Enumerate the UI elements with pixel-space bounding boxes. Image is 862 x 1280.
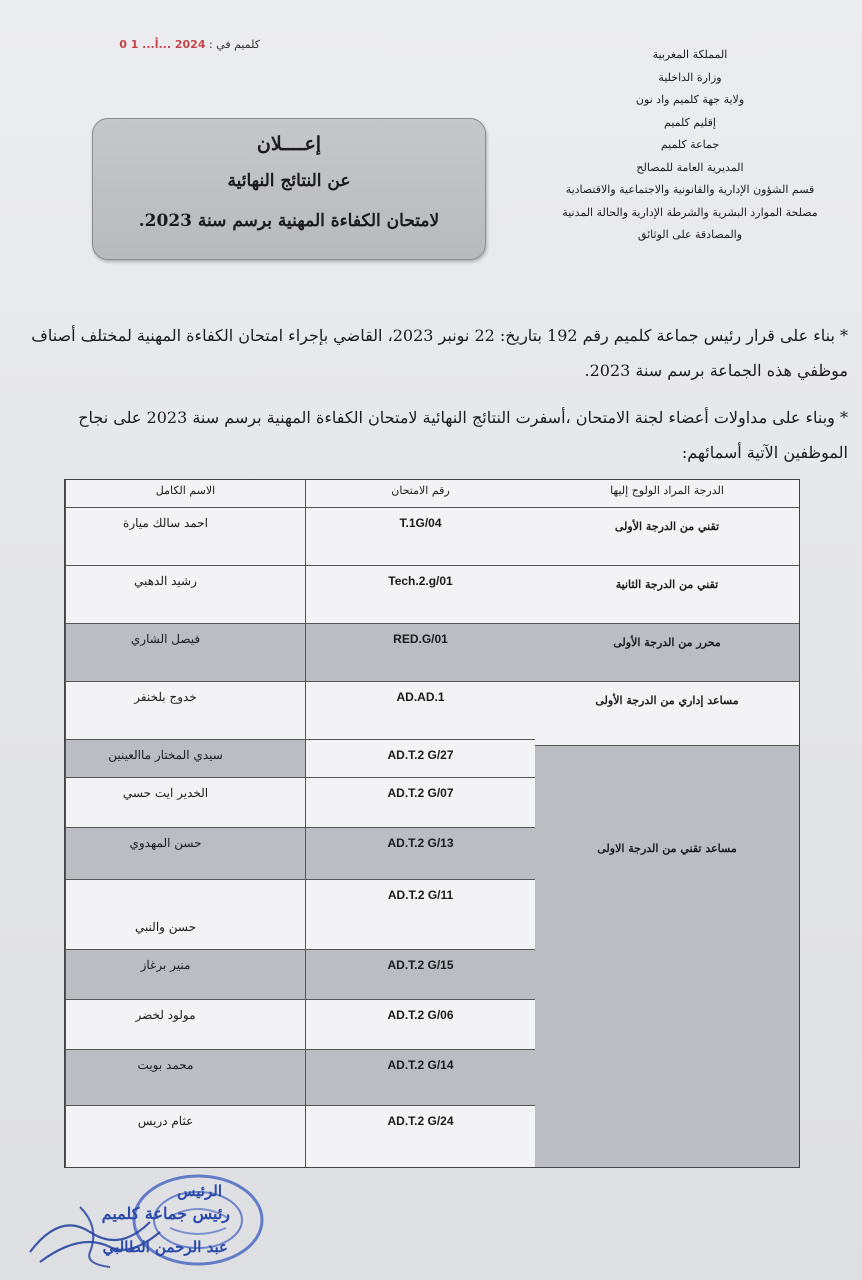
place-date-line bbox=[40, 38, 260, 56]
table-row-exam: Tech.2.g/01 bbox=[305, 566, 535, 624]
table-row-name: منير برغاز bbox=[65, 950, 305, 1000]
merged-grade-cell: مساعد تقني من الدرجة الاولى bbox=[535, 746, 799, 1167]
table-row-name: مولود لخضر bbox=[65, 1000, 305, 1050]
table-row-name: رشيد الدهبي bbox=[65, 566, 305, 624]
table-row-name: احمد سالك ميارة bbox=[65, 508, 305, 566]
table-row-exam: AD.T.2 G/07 bbox=[305, 778, 535, 828]
header-line: ولاية جهة كلميم واد نون bbox=[635, 93, 745, 106]
header-line: قسم الشؤون الإدارية والقانونية والاجتماعية والاقتصادية bbox=[565, 183, 815, 196]
table-row-grade: مساعد إداري من الدرجة الأولى bbox=[535, 682, 799, 746]
header-line: والمصادقة على الوثائق bbox=[637, 228, 743, 241]
table-row-name: حسن والنبي bbox=[65, 880, 305, 950]
table-row-exam: AD.T.2 G/11 bbox=[305, 880, 535, 950]
table-row-name: عثام دريس bbox=[65, 1106, 305, 1167]
header-line: جماعة كلميم bbox=[660, 138, 720, 151]
signature-block bbox=[30, 1180, 230, 1260]
column-header-name: الاسم الكامل bbox=[65, 480, 305, 508]
table-row-exam: AD.AD.1 bbox=[305, 682, 535, 740]
table-row-exam: AD.T.2 G/15 bbox=[305, 950, 535, 1000]
table-row-grade: محرر من الدرجة الأولى bbox=[535, 624, 799, 682]
table-row-exam: AD.T.2 G/13 bbox=[305, 828, 535, 880]
header-line: المملكة المغربية bbox=[652, 48, 728, 61]
table-row-exam: RED.G/01 bbox=[305, 624, 535, 682]
results-table bbox=[64, 479, 800, 1168]
place-label: كلميم في : bbox=[208, 38, 260, 51]
table-row-grade: تقني من الدرجة الأولى bbox=[535, 508, 799, 566]
header-line: المديرية العامة للمصالح bbox=[636, 160, 744, 174]
signature-name: عبد الرحمن الطالبي bbox=[102, 1238, 228, 1256]
column-header-exam: رقم الامتحان bbox=[305, 480, 535, 508]
table-row-name: سيدي المختار ماالعينين bbox=[65, 740, 305, 778]
announcement-subtitle: عن النتائج النهائية bbox=[227, 171, 351, 191]
table-row-exam: T.1G/04 bbox=[305, 508, 535, 566]
date-stamp: 2024 ...أ... 1 0 bbox=[119, 38, 206, 51]
signature-title: الرئيس bbox=[177, 1182, 222, 1200]
announcement-title: إعــــلان bbox=[256, 133, 322, 155]
header-line: وزارة الداخلية bbox=[658, 70, 722, 84]
paragraph-deliberation: * وبناء على مداولات أعضاء لجنة الامتحان ،أسفرت النتائج النهائية لامتحان الكفاءة المهنية برسم سنة 2023 على نجاح الموظفين الآتية أسمائهم: bbox=[78, 408, 848, 462]
table-row-name: خدوج بلخنفر bbox=[65, 682, 305, 740]
table-row-grade: تقني من الدرجة الثانية bbox=[535, 566, 799, 624]
announcement-title-box bbox=[92, 118, 486, 260]
header-line: مصلحة الموارد البشرية والشرطة الإدارية والحالة المدنية bbox=[562, 205, 818, 219]
table-row-exam: AD.T.2 G/24 bbox=[305, 1106, 535, 1167]
table-row-exam: AD.T.2 G/06 bbox=[305, 1000, 535, 1050]
column-header-grade: الدرجة المراد الولوج إليها bbox=[535, 480, 799, 508]
table-row-exam: AD.T.2 G/27 bbox=[305, 740, 535, 778]
table-row-name: فيصل الشاري bbox=[65, 624, 305, 682]
header-line: إقليم كلميم bbox=[664, 115, 716, 129]
announcement-subtitle-2: لامتحان الكفاءة المهنية برسم سنة 2023. bbox=[138, 211, 440, 231]
paragraph-decision: * بناء على قرار رئيس جماعة كلميم رقم 192 بتاريخ: 22 نونبر 2023، القاضي بإجراء امتحان الكفاءة المهنية لمختلف أصناف موظفي هذه الجماعة برسم سنة 2023. bbox=[31, 326, 848, 380]
table-row-exam: AD.T.2 G/14 bbox=[305, 1050, 535, 1106]
administrative-header bbox=[540, 44, 840, 247]
table-row-name: حسن المهدوي bbox=[65, 828, 305, 880]
table-row-name: الخدير ايت حسي bbox=[65, 778, 305, 828]
table-row-name: محمد بويت bbox=[65, 1050, 305, 1106]
signature-role: رئيس جماعة كلميم bbox=[101, 1204, 230, 1223]
